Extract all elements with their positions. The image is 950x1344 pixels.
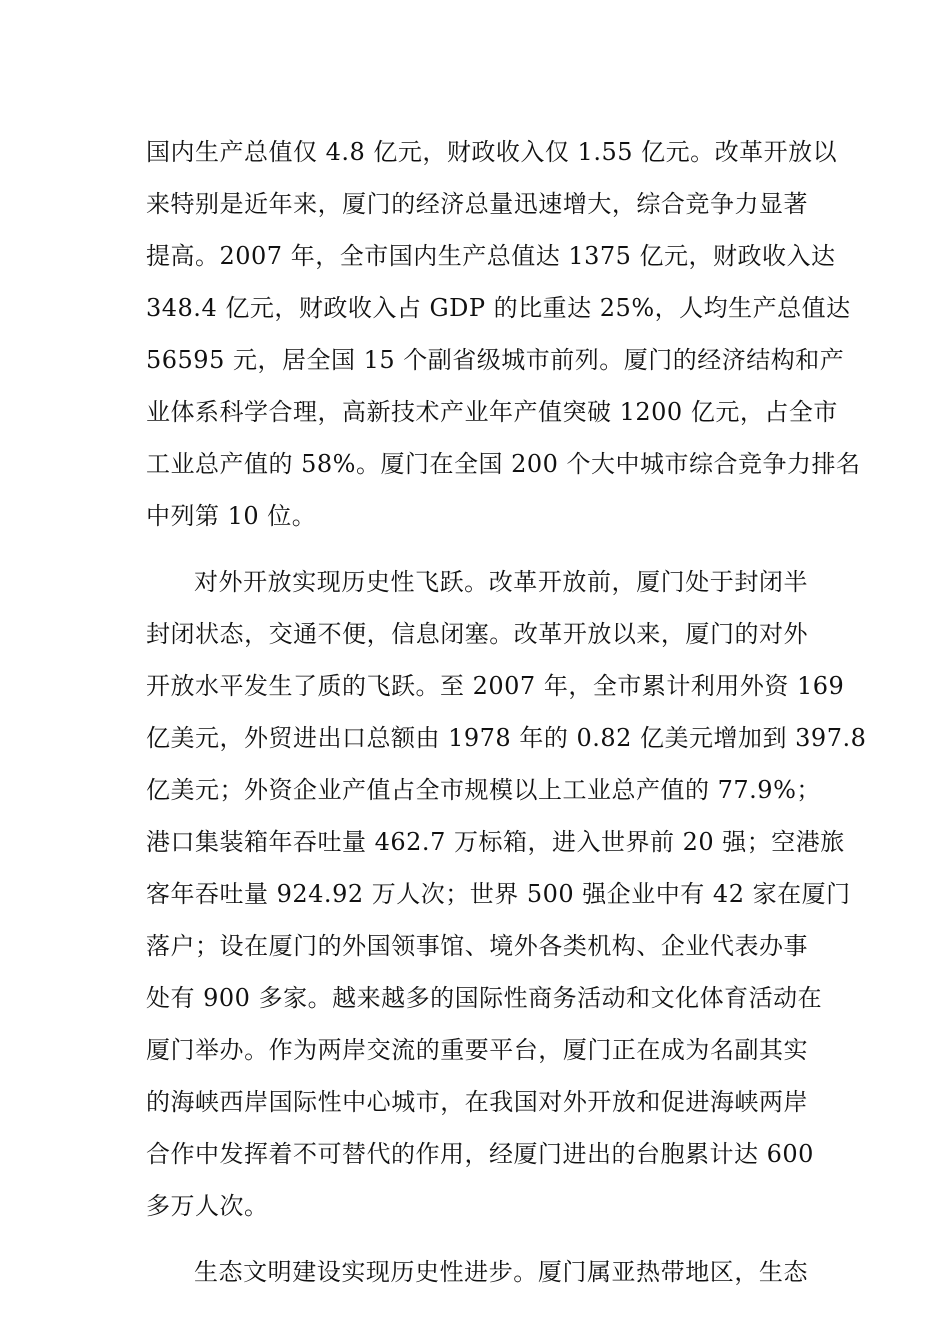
text-line: 处有 900 多家。越来越多的国际性商务活动和文化体育活动在: [146, 984, 823, 1012]
text-line: 合作中发挥着不可替代的作用，经厦门进出的台胞累计达 600: [146, 1140, 814, 1168]
text-line: 56595 元，居全国 15 个副省级城市前列。厦门的经济结构和产: [146, 346, 845, 374]
text-line: 亿美元；外资企业产值占全市规模以上工业总产值的 77.9%；: [146, 776, 821, 804]
paragraph-gap: [146, 1238, 808, 1252]
text-line: 落户；设在厦门的外国领事馆、境外各类机构、企业代表办事: [146, 932, 808, 960]
text-line: 厦门举办。作为两岸交流的重要平台，厦门正在成为名副其实: [146, 1036, 808, 1064]
text-line: 来特别是近年来，厦门的经济总量迅速增大，综合竞争力显著: [146, 190, 808, 218]
text-line: 业体系科学合理，高新技术产业年产值突破 1200 亿元，占全市: [146, 398, 838, 426]
text-line: 中列第 10 位。: [146, 502, 317, 530]
text-line: 多万人次。: [146, 1192, 269, 1220]
text-line: 的海峡西岸国际性中心城市，在我国对外开放和促进海峡两岸: [146, 1088, 808, 1116]
text-line: 客年吞吐量 924.92 万人次；世界 500 强企业中有 42 家在厦门: [146, 880, 851, 908]
text-line: 封闭状态，交通不便，信息闭塞。改革开放以来，厦门的对外: [146, 620, 808, 648]
text-line: 生态文明建设实现历史性进步。厦门属亚热带地区，生态: [194, 1258, 808, 1286]
paragraph-economy-continued: [146, 132, 861, 548]
text-line: 348.4 亿元，财政收入占 GDP 的比重达 25%，人均生产总值达: [146, 294, 851, 322]
text-line: 提高。2007 年，全市国内生产总值达 1375 亿元，财政收入达: [146, 242, 836, 270]
text-line: 港口集装箱年吞吐量 462.7 万标箱，进入世界前 20 强；空港旅: [146, 828, 845, 856]
text-line: 亿美元，外贸进出口总额由 1978 年的 0.82 亿美元增加到 397.8: [146, 724, 867, 752]
paragraph-opening-up: [146, 562, 867, 1238]
body-text: [146, 132, 867, 1304]
text-line: 国内生产总值仅 4.8 亿元，财政收入仅 1.55 亿元。改革开放以: [146, 138, 838, 166]
text-line: 开放水平发生了质的飞跃。至 2007 年，全市累计利用外资 169: [146, 672, 845, 700]
text-line: 对外开放实现历史性飞跃。改革开放前，厦门处于封闭半: [194, 568, 808, 596]
paragraph-gap: [146, 548, 808, 562]
paragraph-ecology: [146, 1252, 808, 1304]
text-line: 工业总产值的 58%。厦门在全国 200 个大中城市综合竞争力排名: [146, 450, 861, 478]
